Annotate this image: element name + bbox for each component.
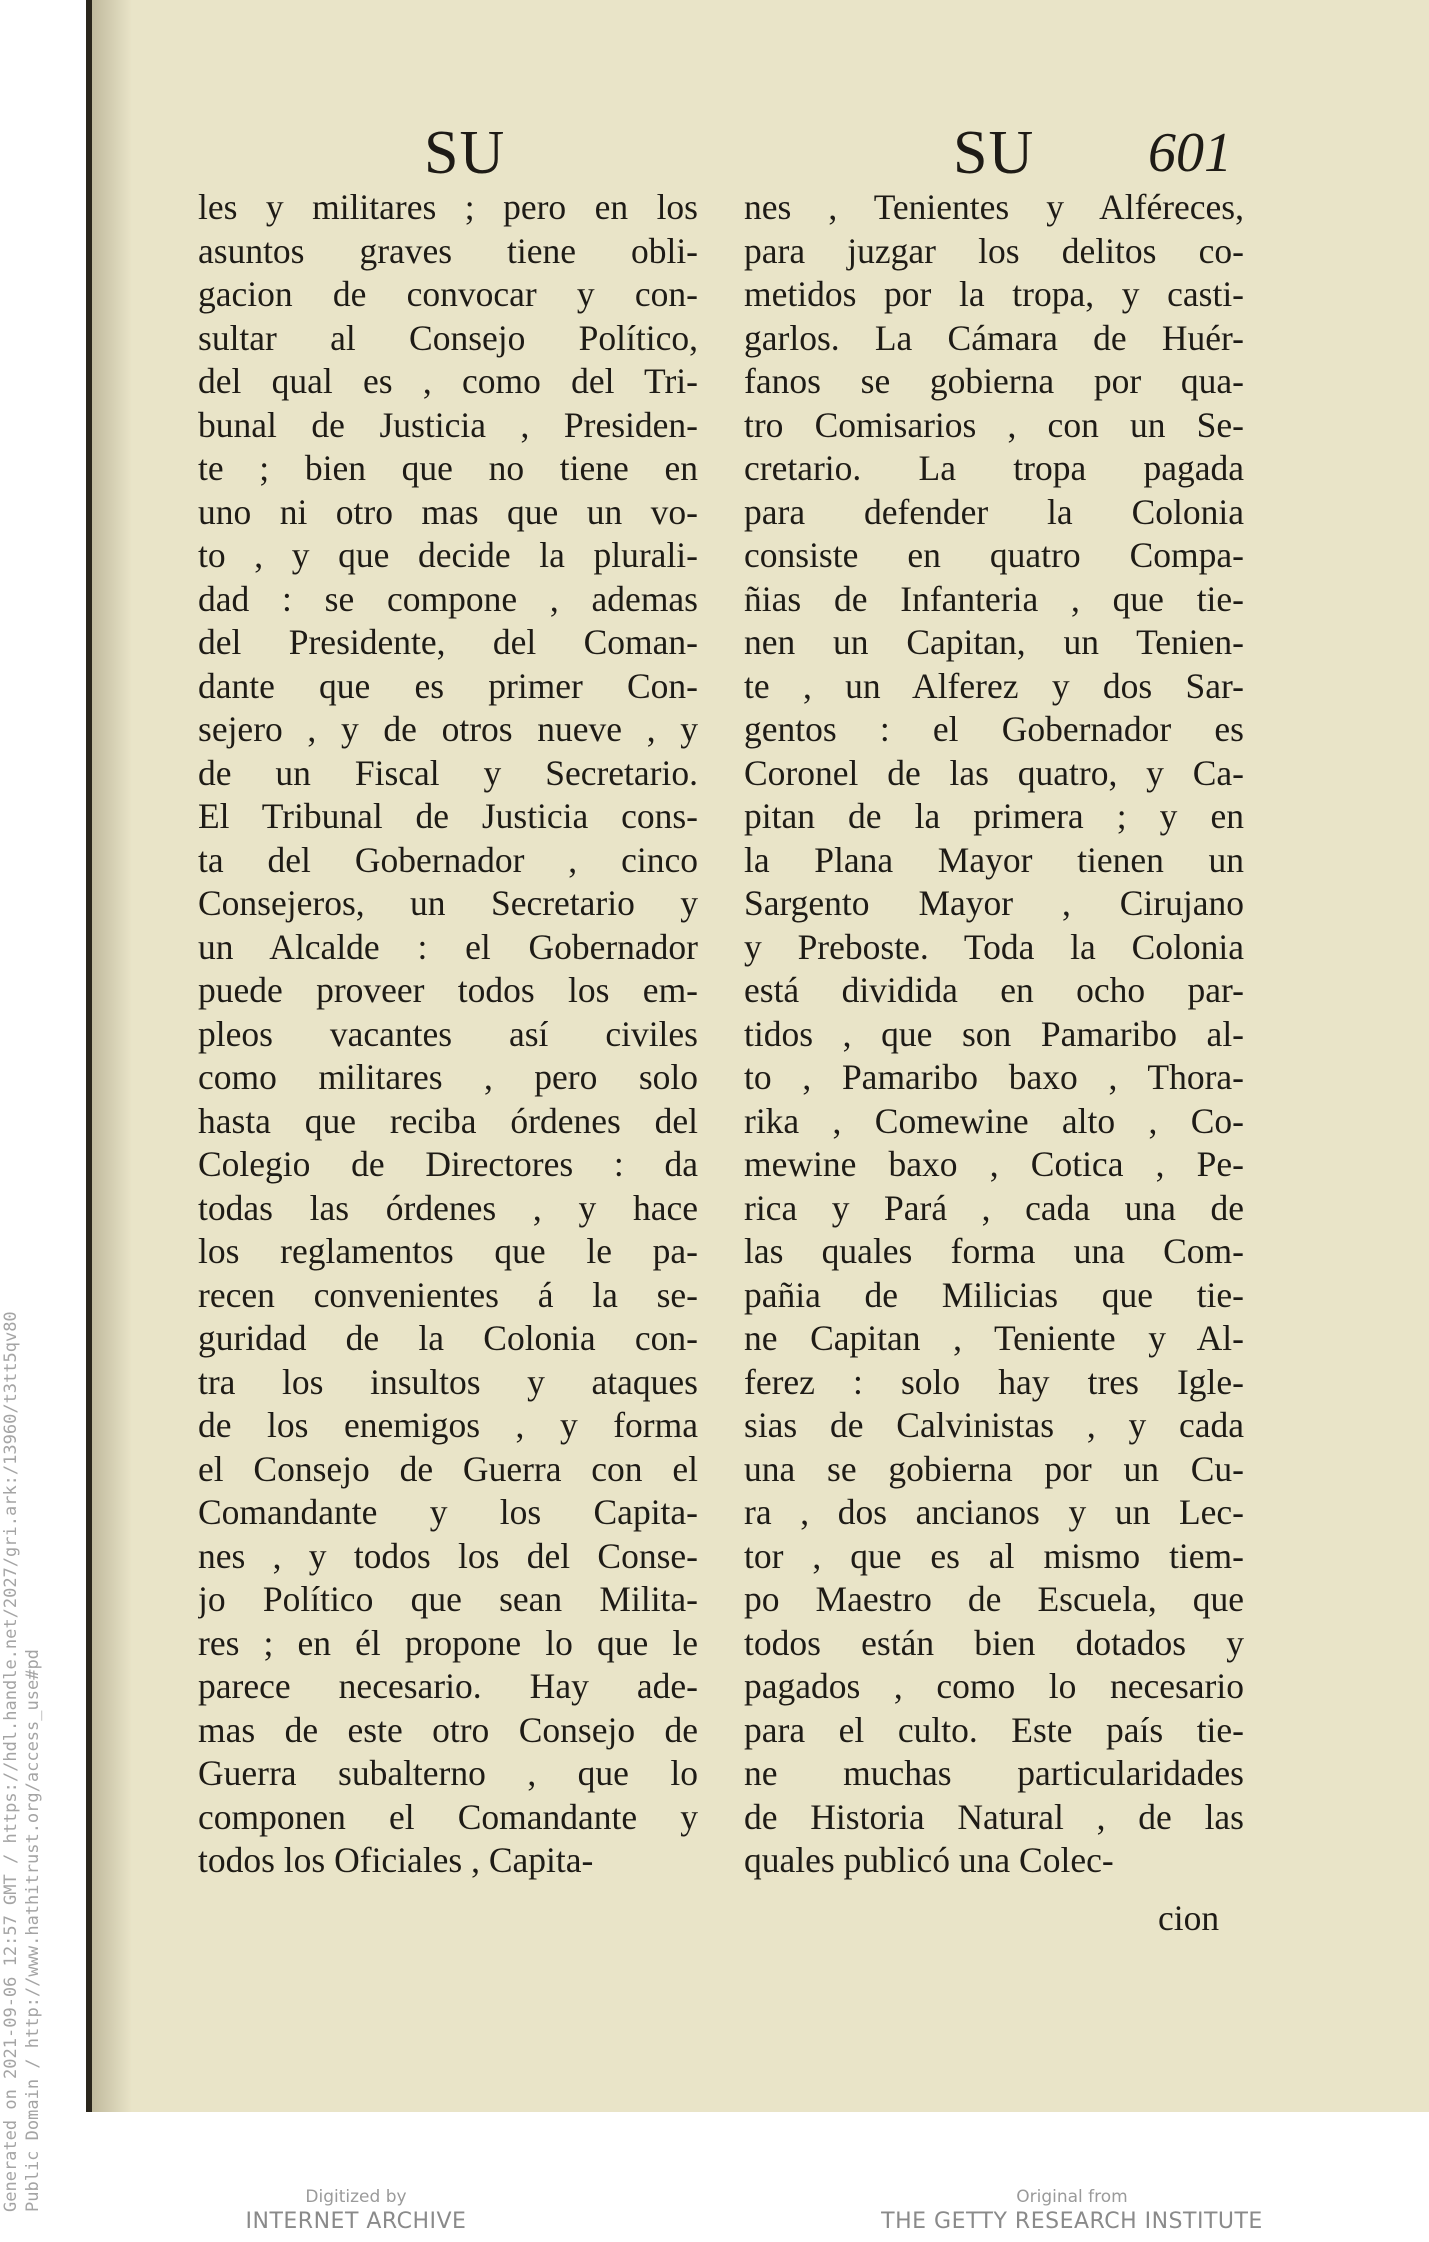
text-line: una se gobierna por un Cu- [744,1448,1244,1489]
text-line: tor , que es al mismo tiem- [744,1535,1244,1576]
text-line: guridad de la Colonia con- [198,1318,698,1358]
text-line: bunal de Justicia , Presiden- [198,404,698,445]
text-line: de Historia Natural , de las [744,1796,1244,1837]
text-line: te ; bien que no tiene en [198,448,698,488]
text-line: mewine baxo , Cotica , Pe- [744,1144,1244,1184]
text-line: les y militares ; pero en los [198,187,698,227]
page-header [86,118,1429,188]
running-head-right: SU [953,119,1035,187]
text-line: quales publicó una Colec- [744,1840,1114,1880]
text-line: para el culto. Este país tie- [744,1709,1244,1750]
text-line: y Preboste. Toda la Colonia [744,926,1244,967]
text-line: Consejeros, un Secretario y [198,883,698,923]
text-line: sejero , y de otros nueve , y [198,709,698,749]
text-line: ta del Gobernador , cinco [198,839,698,880]
text-line: nes , Tenientes y Alféreces, [744,187,1244,227]
text-line: pagados , como lo necesario [744,1666,1244,1706]
text-line: tidos , que son Pamaribo al- [744,1013,1244,1054]
text-line: rica y Pará , cada una de [744,1187,1244,1228]
text-line: de los enemigos , y forma [198,1405,698,1445]
generation-stamp [0,1102,52,2212]
text-line: ra , dos ancianos y un Lec- [744,1492,1244,1532]
text-line: está dividida en ocho par- [744,970,1244,1010]
text-line: todos están bien dotados y [744,1622,1244,1663]
text-line: uno ni otro mas que un vo- [198,491,698,532]
text-line: metidos por la tropa, y casti- [744,274,1244,314]
text-line: fanos se gobierna por qua- [744,361,1244,401]
getty-institute-label: THE GETTY RESEARCH INSTITUTE [881,2209,1263,2234]
original-from-credit [862,2186,1282,2236]
text-line: Sargento Mayor , Cirujano [744,883,1244,923]
rights-stamp-line: Public Domain / http://www.hathitrust.org/access_use#pd [23,1649,43,2212]
text-line: del qual es , como del Tri- [198,361,698,401]
digitized-by-label: Digitized by [305,2187,407,2207]
text-line: de un Fiscal y Secretario. [198,752,698,793]
text-line: tro Comisarios , con un Se- [744,404,1244,445]
text-line: tra los insultos y ataques [198,1361,698,1402]
text-line: pitan de la primera ; y en [744,796,1244,836]
text-line: mas de este otro Consejo de [198,1709,698,1750]
text-line: como militares , pero solo [198,1057,698,1097]
text-line: El Tribunal de Justicia cons- [198,796,698,836]
text-line: las quales forma una Com- [744,1231,1244,1271]
text-line: todos los Oficiales , Capita- [198,1840,594,1880]
text-line: po Maestro de Escuela, que [744,1579,1244,1619]
page-number: 601 [1148,122,1232,184]
generation-stamp-line: Generated on 2021-09-06 12:57 GMT / https://hdl.handle.net/2027/gri.ark:/13960/t3tt5qv80 [1,1311,21,2212]
text-line: sultar al Consejo Político, [198,317,698,358]
text-line: recen convenientes á la se- [198,1274,698,1315]
text-line: pleos vacantes así civiles [198,1013,698,1054]
text-line: del Presidente, del Coman- [198,622,698,662]
text-line: el Consejo de Guerra con el [198,1448,698,1489]
text-line: un Alcalde : el Gobernador [198,926,698,967]
text-line: Guerra subalterno , que lo [198,1753,698,1793]
text-line: consiste en quatro Compa- [744,535,1244,575]
text-line: puede proveer todos los em- [198,970,698,1010]
text-line: asuntos graves tiene obli- [198,230,698,271]
text-line: cretario. La tropa pagada [744,448,1244,488]
text-line: jo Político que sean Milita- [198,1579,698,1619]
text-line: nes , y todos los del Conse- [198,1535,698,1576]
text-line: gacion de convocar y con- [198,274,698,314]
text-line: te , un Alferez y dos Sar- [744,665,1244,706]
text-line: todas las órdenes , y hace [198,1187,698,1228]
scanned-page [86,0,1429,2112]
text-line: res ; en él propone lo que le [198,1622,698,1663]
text-line: ne muchas particularidades [744,1753,1244,1793]
text-line: gentos : el Gobernador es [744,709,1244,749]
text-line: to , Pamaribo baxo , Thora- [744,1057,1244,1097]
text-line: pañia de Milicias que tie- [744,1274,1244,1315]
text-line: sias de Calvinistas , y cada [744,1405,1244,1445]
text-line: dante que es primer Con- [198,665,698,706]
text-line: la Plana Mayor tienen un [744,839,1244,880]
digitized-by-credit [206,2186,506,2236]
original-from-label: Original from [1016,2187,1128,2207]
text-line: ferez : solo hay tres Igle- [744,1361,1244,1402]
text-line: to , y que decide la plurali- [198,535,698,575]
text-line: rika , Comewine alto , Co- [744,1100,1244,1141]
text-line: para defender la Colonia [744,491,1244,532]
text-line: componen el Comandante y [198,1796,698,1837]
right-text-column [744,186,1244,1883]
left-text-column [198,186,698,1883]
text-line: Colegio de Directores : da [198,1144,698,1184]
catchword: cion [1158,1898,1220,1938]
text-line: los reglamentos que le pa- [198,1231,698,1271]
text-line: Coronel de las quatro, y Ca- [744,752,1244,793]
text-line: dad : se compone , ademas [198,578,698,619]
text-line: parece necesario. Hay ade- [198,1666,698,1706]
running-head-left: SU [424,119,506,187]
text-line: para juzgar los delitos co- [744,230,1244,271]
text-line: Comandante y los Capita- [198,1492,698,1532]
text-line: garlos. La Cámara de Huér- [744,317,1244,358]
text-line: ne Capitan , Teniente y Al- [744,1318,1244,1358]
internet-archive-label: INTERNET ARCHIVE [245,2209,467,2234]
text-line: hasta que reciba órdenes del [198,1100,698,1141]
text-line: ñias de Infanteria , que tie- [744,578,1244,619]
text-line: nen un Capitan, un Tenien- [744,622,1244,662]
